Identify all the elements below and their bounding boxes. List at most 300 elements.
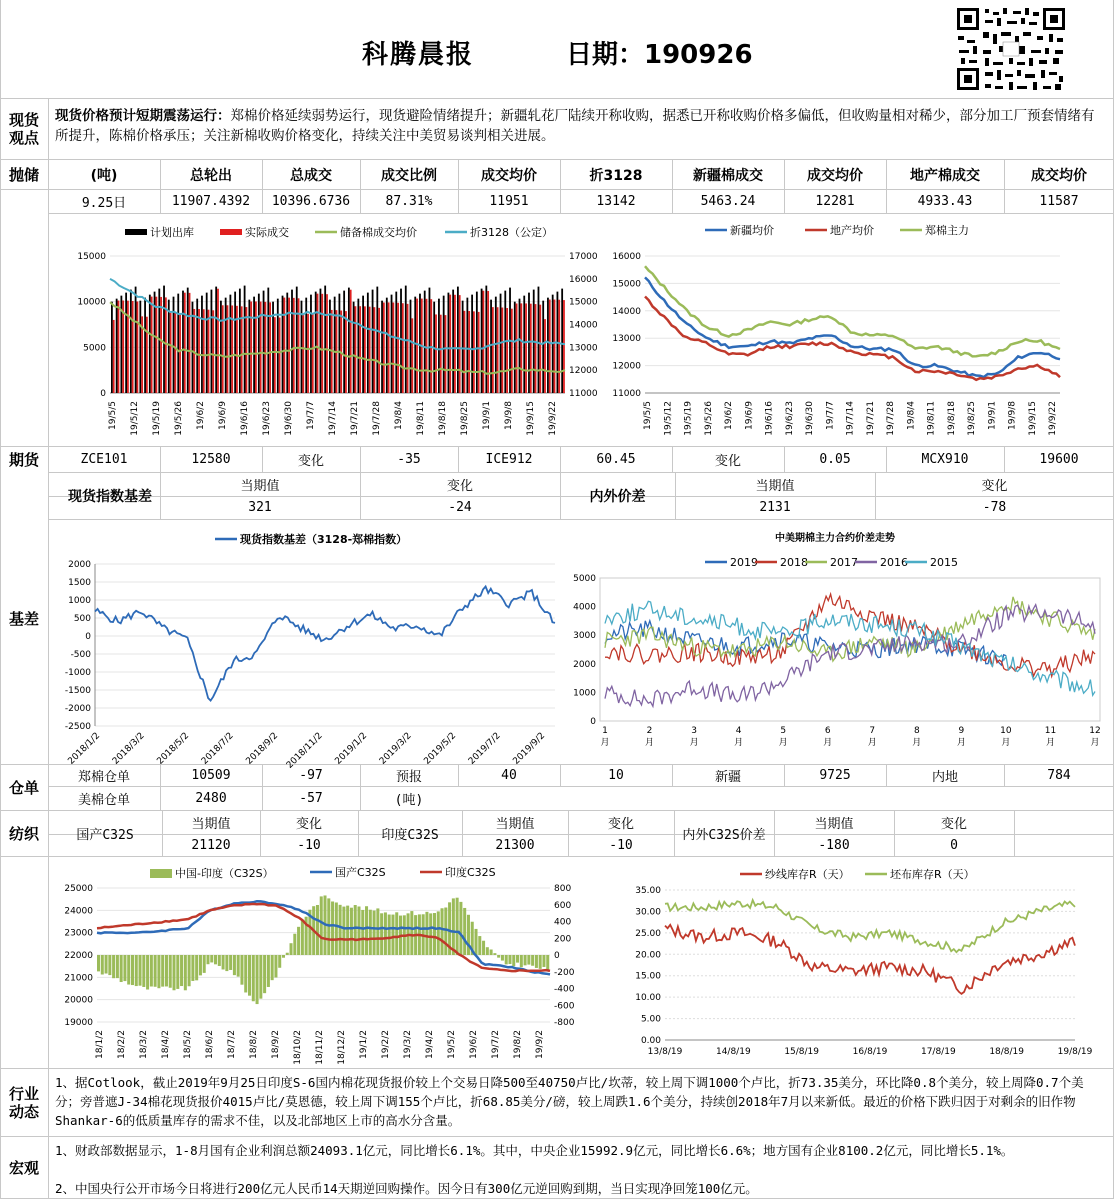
y-tick: 0: [590, 717, 596, 727]
diff-bar: [184, 955, 187, 990]
diff-bar: [342, 907, 345, 955]
domestic-current-label: 当期值: [191, 817, 231, 832]
diff-bar: [331, 901, 334, 955]
planned-bar: [253, 297, 255, 393]
yarn-x-tick: 18/7/2: [227, 1030, 237, 1059]
section-label-basis: 基差: [8, 609, 39, 628]
section-label-auction: 抛储: [8, 165, 39, 184]
diff-bar: [222, 955, 225, 969]
legend-zce-main: 郑棉主力: [925, 224, 969, 237]
domestic-current-value: 21120: [191, 837, 231, 853]
diff-bar: [441, 908, 444, 955]
diff-bar: [467, 915, 470, 955]
planned-bar: [343, 291, 345, 393]
legend-avg-price: 储备棉成交均价: [340, 226, 417, 239]
diff-bar: [218, 955, 221, 966]
legend-diff: 中国-印度（C32S）: [175, 867, 274, 880]
yarn-x-tick: 19/4/2: [425, 1030, 435, 1059]
diff-bar: [384, 912, 387, 955]
spread-x-tick-num: 7: [869, 726, 876, 736]
planned-bar: [320, 289, 322, 393]
actual-bar: [445, 315, 447, 393]
macro-news-1: 1、财政部数据显示，1-8月国有企业利润总额24093.1亿元，同比增长6.1%。其中，中央企业15992.9亿元，同比增长6.6%；地方国有企业8100.2亿元，同比增长5.1%。: [55, 1143, 1014, 1158]
actual-bar: [307, 314, 309, 393]
actual-bar: [369, 307, 371, 393]
basis-chart-title: 现货指数基差（3128-郑棉指数）: [240, 533, 408, 546]
basis-x-tick: 2019/3/2: [377, 731, 414, 767]
actual-bar: [146, 317, 148, 393]
planned-bar: [258, 294, 260, 393]
basis-x-tick: 2018/1/2: [66, 731, 103, 767]
yarn-x-tick: 18/11/2: [315, 1030, 325, 1065]
spread-chart: [565, 526, 1110, 758]
y-tick: -2500: [64, 722, 91, 732]
spread-x-tick-num: 10: [1000, 726, 1012, 736]
futures-cell-4: ICE912: [485, 452, 533, 467]
planned-bar: [476, 292, 478, 393]
india-c32s-label: 印度C32S: [381, 828, 439, 843]
spot-x-tick: 19/8/18: [946, 401, 957, 436]
section-label-textile: 纺织: [8, 824, 39, 843]
y-left-tick: 22000: [64, 951, 93, 961]
diff-bar: [120, 955, 123, 982]
yarn-x-tick: 18/10/2: [293, 1030, 303, 1065]
auction-x-tick: 19/9/8: [504, 401, 514, 430]
diff-bar: [173, 955, 176, 990]
yarn-x-tick: 19/9/2: [535, 1030, 545, 1059]
diff-bar: [452, 898, 455, 955]
spot-price-chart: [600, 218, 1105, 444]
legend-actual-swatch: [220, 229, 242, 235]
planned-bar: [481, 289, 483, 393]
y-tick: 13000: [612, 334, 641, 345]
auction-chart: [60, 218, 598, 444]
spread-x-tick-num: 8: [913, 726, 920, 736]
actual-bar: [113, 320, 115, 393]
spread-x-tick-num: 3: [691, 726, 697, 736]
y-tick: 0.00: [640, 1036, 661, 1046]
diff-bar: [365, 906, 368, 955]
y-right-tick: 16000: [569, 274, 598, 285]
planned-bar: [367, 293, 369, 393]
legend-yarn-inventory: 纱线库存R（天）: [765, 868, 850, 881]
legend-year-2015: 2015: [930, 556, 958, 569]
planned-bar: [182, 291, 184, 393]
actual-bar: [170, 313, 172, 393]
actual-bar: [222, 305, 224, 393]
diff-bar: [97, 955, 100, 971]
futures-cell-6: 变化: [714, 454, 741, 469]
diff-bar: [233, 955, 236, 975]
diff-bar: [210, 955, 213, 962]
planned-bar: [471, 295, 473, 393]
diff-bar: [482, 941, 485, 955]
y-tick: 15000: [612, 279, 641, 290]
actual-bar: [122, 301, 124, 393]
actual-bar: [539, 305, 541, 393]
inventory-x-tick: 18/8/19: [989, 1047, 1025, 1057]
diff-bar: [214, 955, 217, 964]
planned-bar: [547, 298, 549, 393]
y-right-tick: 800: [554, 884, 572, 894]
actual-bar: [298, 298, 300, 393]
spread-x-tick-num: 9: [958, 726, 965, 736]
planned-bar: [429, 288, 431, 393]
y-tick: 11000: [612, 389, 641, 399]
planned-bar: [457, 287, 459, 393]
diff-bar: [527, 955, 530, 965]
planned-bar: [234, 292, 236, 393]
inventory-x-tick: 17/8/19: [920, 1047, 956, 1057]
yarn-x-tick: 19/2/2: [381, 1030, 391, 1059]
spot-x-tick: 19/7/7: [825, 401, 836, 430]
diff-bar: [108, 955, 111, 975]
planned-bar: [519, 299, 521, 393]
auction-x-tick: 19/6/30: [284, 401, 294, 436]
auction-header-cell-4: 成交均价: [481, 167, 537, 184]
y-right-tick: 15000: [569, 297, 598, 308]
auction-header-cell-3: 成交比例: [381, 167, 437, 184]
planned-bar: [158, 289, 160, 393]
diff-bar: [256, 955, 259, 1004]
spot-x-tick: 19/9/22: [1048, 401, 1058, 436]
auction-header-cell-0: (吨): [90, 167, 118, 184]
basis-x-tick: 2018/3/2: [110, 731, 147, 767]
diff-bar: [354, 905, 357, 955]
planned-bar: [239, 289, 241, 393]
y-tick: 2000: [68, 560, 91, 570]
actual-bar: [217, 289, 219, 393]
auction-x-tick: 19/6/23: [262, 401, 272, 436]
basis-chart: [55, 526, 565, 771]
diff-bar: [282, 955, 285, 958]
actual-bar: [454, 295, 456, 393]
spot-view-body: 郑棉价格延续弱势运行，现货避险情绪提升；新疆轧花厂陆续开称收购，据悉已开称收购价格多偏低，但收购量相对稀少，部分加工厂预套情绪有所提升，陈棉价格承压；关注新棉收购价格变化，持续关注中美贸易谈判相关进展。: [55, 108, 1095, 144]
diff-bar: [252, 955, 255, 1001]
spot-x-tick: 19/5/5: [643, 401, 653, 430]
yarn-price-chart: [55, 860, 585, 1065]
basis-table: [48, 473, 1114, 519]
diff-bar: [546, 955, 549, 970]
y-tick: 1000: [68, 596, 91, 606]
planned-bar: [296, 287, 298, 393]
actual-bar: [511, 309, 513, 393]
actual-bar: [165, 297, 167, 393]
actual-bar: [246, 307, 248, 393]
actual-bar: [478, 312, 480, 393]
diff-bar: [146, 955, 149, 990]
legend-planned: 计划出库: [150, 226, 194, 239]
actual-bar: [544, 319, 546, 393]
spot-x-tick: 19/5/26: [703, 401, 714, 436]
planned-bar: [144, 298, 146, 393]
yarn-x-tick: 19/8/2: [513, 1030, 523, 1059]
diff-bar: [142, 955, 145, 987]
y-right-tick: 200: [554, 934, 572, 945]
section-label-industry: 行业 动态: [8, 1084, 39, 1121]
planned-bar: [353, 302, 355, 393]
diff-bar: [180, 955, 183, 986]
c32s-spread-label: 内外C32S价差: [682, 828, 766, 843]
auction-header-cell-8: 地产棉成交: [910, 167, 980, 184]
spot-basis-change-value: -24: [448, 500, 472, 515]
y-right-tick: -400: [554, 984, 575, 995]
y-tick: 1500: [68, 578, 91, 588]
y-left-tick: 20000: [64, 995, 93, 1006]
planned-bar: [267, 288, 269, 393]
diff-bar: [244, 955, 247, 992]
diff-bar: [290, 943, 293, 955]
diff-bar: [535, 955, 538, 968]
planned-bar: [125, 293, 127, 393]
diff-bar: [154, 955, 157, 987]
section-label-spot-view: 现货 观点: [8, 111, 39, 147]
planned-bar: [282, 296, 284, 393]
diff-bar: [320, 896, 323, 955]
spread-x-tick-unit: 月: [912, 738, 922, 748]
planned-bar: [466, 298, 468, 393]
actual-bar: [487, 291, 489, 393]
auction-header-cell-9: 成交均价: [1031, 167, 1087, 184]
diff-bar: [539, 955, 542, 969]
diff-bar: [350, 908, 353, 955]
yarn-x-tick: 18/4/2: [161, 1030, 171, 1059]
spread-x-tick-unit: 月: [867, 738, 877, 748]
y-right-tick: 11000: [569, 389, 598, 399]
y-tick: 10.00: [635, 993, 661, 1004]
warehouse-r2-cell-0: 美棉仓单: [77, 793, 130, 808]
y-left-tick: 21000: [64, 973, 93, 984]
actual-bar: [416, 299, 418, 393]
actual-bar: [279, 318, 281, 393]
planned-bar: [201, 296, 203, 393]
diff-bar: [316, 905, 319, 955]
planned-bar: [490, 300, 492, 393]
inventory-x-tick: 15/8/19: [784, 1047, 820, 1057]
warehouse-r1-cell-4: 40: [501, 768, 517, 783]
spot-x-tick: 19/8/11: [926, 401, 937, 436]
futures-cell-7: 0.05: [819, 452, 851, 467]
planned-bar: [523, 296, 525, 393]
yarn-x-tick: 18/5/2: [183, 1030, 193, 1059]
futures-cell-1: 12580: [191, 452, 231, 467]
y-tick: 1000: [573, 688, 596, 699]
y-left-tick: 24000: [64, 906, 93, 917]
actual-bar: [426, 299, 428, 393]
diff-bar: [478, 936, 481, 955]
planned-bar: [196, 299, 198, 393]
qr-code-icon: [955, 6, 1067, 92]
planned-bar: [395, 292, 397, 393]
diff-bar: [542, 955, 545, 967]
basis-x-tick: 2019/7/2: [466, 731, 503, 767]
planned-bar: [462, 301, 464, 393]
y-left-tick: 19000: [64, 1018, 93, 1028]
basis-line: [95, 587, 555, 701]
diff-bar: [505, 955, 508, 964]
spread-change-label: 变化: [981, 479, 1008, 494]
y-tick: 0: [85, 632, 91, 642]
y-tick: -1500: [64, 686, 91, 696]
diff-bar: [512, 955, 515, 966]
diff-bar: [116, 955, 119, 978]
spot-x-tick: 19/7/14: [845, 401, 856, 436]
y-tick: 4000: [573, 602, 596, 613]
actual-bar: [378, 308, 380, 393]
spot-basis-current-label: 当期值: [240, 479, 280, 494]
actual-bar: [473, 311, 475, 393]
spread-x-tick-unit: 月: [823, 738, 833, 748]
y-tick: 16000: [612, 252, 641, 262]
y-right-tick: 14000: [569, 320, 598, 331]
spot-x-tick: 19/6/2: [724, 401, 734, 430]
actual-bar: [312, 314, 314, 393]
diff-bar: [169, 955, 172, 988]
y-tick: 30.00: [635, 907, 661, 918]
legend-local: 地产均价: [830, 224, 874, 237]
yarn-x-tick: 18/2/2: [117, 1030, 127, 1059]
spot-x-tick: 19/7/21: [865, 401, 876, 436]
planned-bar: [381, 301, 383, 393]
auction-value-cell-8: 4933.43: [917, 194, 973, 209]
spot-basis-change-label: 变化: [446, 479, 473, 494]
actual-bar: [449, 295, 451, 393]
actual-bar: [525, 303, 527, 393]
auction-x-tick: 19/9/15: [526, 401, 536, 436]
diff-bar: [456, 898, 459, 955]
legend-year-2019: 2019: [730, 556, 758, 569]
actual-bar: [151, 297, 153, 393]
auction-header-cell-5: 折3128: [589, 167, 643, 184]
diff-bar: [339, 905, 342, 955]
yarn-x-tick: 18/9/2: [271, 1030, 281, 1059]
diff-bar: [301, 920, 304, 955]
auction-x-tick: 19/6/2: [196, 401, 206, 430]
planned-bar: [339, 294, 341, 393]
y-left-tick: 10000: [77, 297, 106, 308]
legend-domestic: 国产C32S: [335, 866, 386, 879]
planned-bar: [149, 295, 151, 393]
y-tick: -500: [70, 650, 91, 660]
y-left-tick: 0: [100, 389, 106, 399]
y-left-tick: 25000: [64, 884, 93, 894]
actual-bar: [184, 293, 186, 393]
diff-bar: [346, 906, 349, 955]
auction-value-cell-6: 5463.24: [700, 194, 756, 209]
planned-bar: [206, 293, 208, 393]
y-tick: -2000: [64, 704, 91, 714]
spread-x-tick-num: 12: [1089, 726, 1101, 736]
diff-bar: [433, 913, 436, 955]
diff-bar: [520, 955, 523, 967]
planned-bar: [211, 290, 213, 393]
diff-bar: [263, 955, 266, 993]
auction-data-row: [48, 190, 1114, 213]
auction-header-cell-6: 新疆棉成交: [693, 167, 763, 184]
actual-bar: [402, 303, 404, 393]
auction-value-cell-4: 11951: [489, 194, 529, 209]
yarn-x-tick: 19/6/2: [469, 1030, 479, 1059]
futures-cell-8: MCX910: [921, 452, 969, 467]
planned-bar: [315, 292, 317, 393]
actual-bar: [558, 300, 560, 393]
actual-bar: [482, 291, 484, 393]
actual-bar: [241, 306, 243, 393]
actual-bar: [350, 290, 352, 393]
y-tick: 12000: [612, 361, 641, 372]
basis-x-tick: 2019/5/2: [422, 731, 459, 767]
diff-bar: [501, 955, 504, 961]
planned-bar: [424, 291, 426, 393]
warehouse-r1-cell-1: 10509: [191, 768, 231, 783]
diff-bar: [203, 955, 206, 973]
diff-bar: [410, 911, 413, 955]
planned-bar: [528, 293, 530, 393]
y-right-tick: 0: [554, 951, 560, 961]
planned-bar: [348, 288, 350, 393]
diff-bar: [437, 911, 440, 955]
spread-x-tick-unit: 月: [689, 738, 699, 748]
diff-bar: [101, 955, 104, 975]
spread-label: 内外价差: [589, 489, 646, 505]
diff-bar: [237, 955, 240, 977]
actual-bar: [355, 306, 357, 393]
actual-bar: [435, 314, 437, 393]
diff-bar: [139, 955, 142, 986]
spread-current-value: 2131: [759, 500, 791, 515]
y-left-tick: 15000: [77, 252, 106, 262]
planned-bar: [215, 287, 217, 393]
warehouse-r2-cell-2: -57: [299, 791, 323, 806]
macro-news-2: 2、中国央行公开市场今日将进行200亿元人民币14天期逆回购操作。因今日有300亿元逆回购到期，当日实现净回笼100亿元。: [55, 1181, 758, 1196]
auction-header-cell-7: 成交均价: [807, 167, 863, 184]
auction-x-tick: 19/9/1: [482, 401, 492, 430]
spread-x-tick-unit: 月: [1045, 738, 1055, 748]
auction-value-cell-5: 13142: [596, 194, 636, 209]
auction-x-tick: 19/7/7: [306, 401, 316, 430]
planned-bar: [514, 302, 516, 393]
spot-x-tick: 19/9/1: [987, 401, 998, 430]
warehouse-r2-cell-1: 2480: [195, 791, 227, 806]
actual-bar: [317, 294, 319, 393]
actual-bar: [359, 306, 361, 393]
y-tick: 20.00: [635, 950, 661, 961]
planned-bar: [187, 288, 189, 393]
warehouse-r1-cell-7: 9725: [819, 768, 851, 783]
actual-bar: [554, 300, 556, 393]
yarn-x-tick: 18/8/2: [249, 1030, 259, 1059]
c32s-spread-current-value: -180: [818, 837, 850, 853]
diff-bar: [490, 950, 493, 955]
actual-bar: [198, 309, 200, 393]
spot-x-tick: 19/6/30: [805, 401, 815, 436]
y-tick: 25.00: [635, 928, 661, 939]
warehouse-r1-cell-9: 784: [1047, 768, 1071, 783]
spot-x-tick: 19/8/25: [967, 401, 977, 436]
diff-bar: [475, 929, 478, 955]
legend-year-2018: 2018: [780, 556, 808, 569]
actual-bar: [407, 304, 409, 393]
warehouse-r1-cell-8: 内地: [931, 770, 958, 785]
yarn-x-tick: 19/3/2: [403, 1030, 413, 1059]
planned-bar: [177, 294, 179, 393]
diff-bar: [459, 902, 462, 955]
diff-bar: [195, 955, 198, 980]
diff-bar: [380, 913, 383, 955]
basis-x-tick: 2018/5/2: [155, 731, 192, 767]
planned-bar: [362, 296, 364, 393]
diff-bar: [150, 955, 153, 986]
